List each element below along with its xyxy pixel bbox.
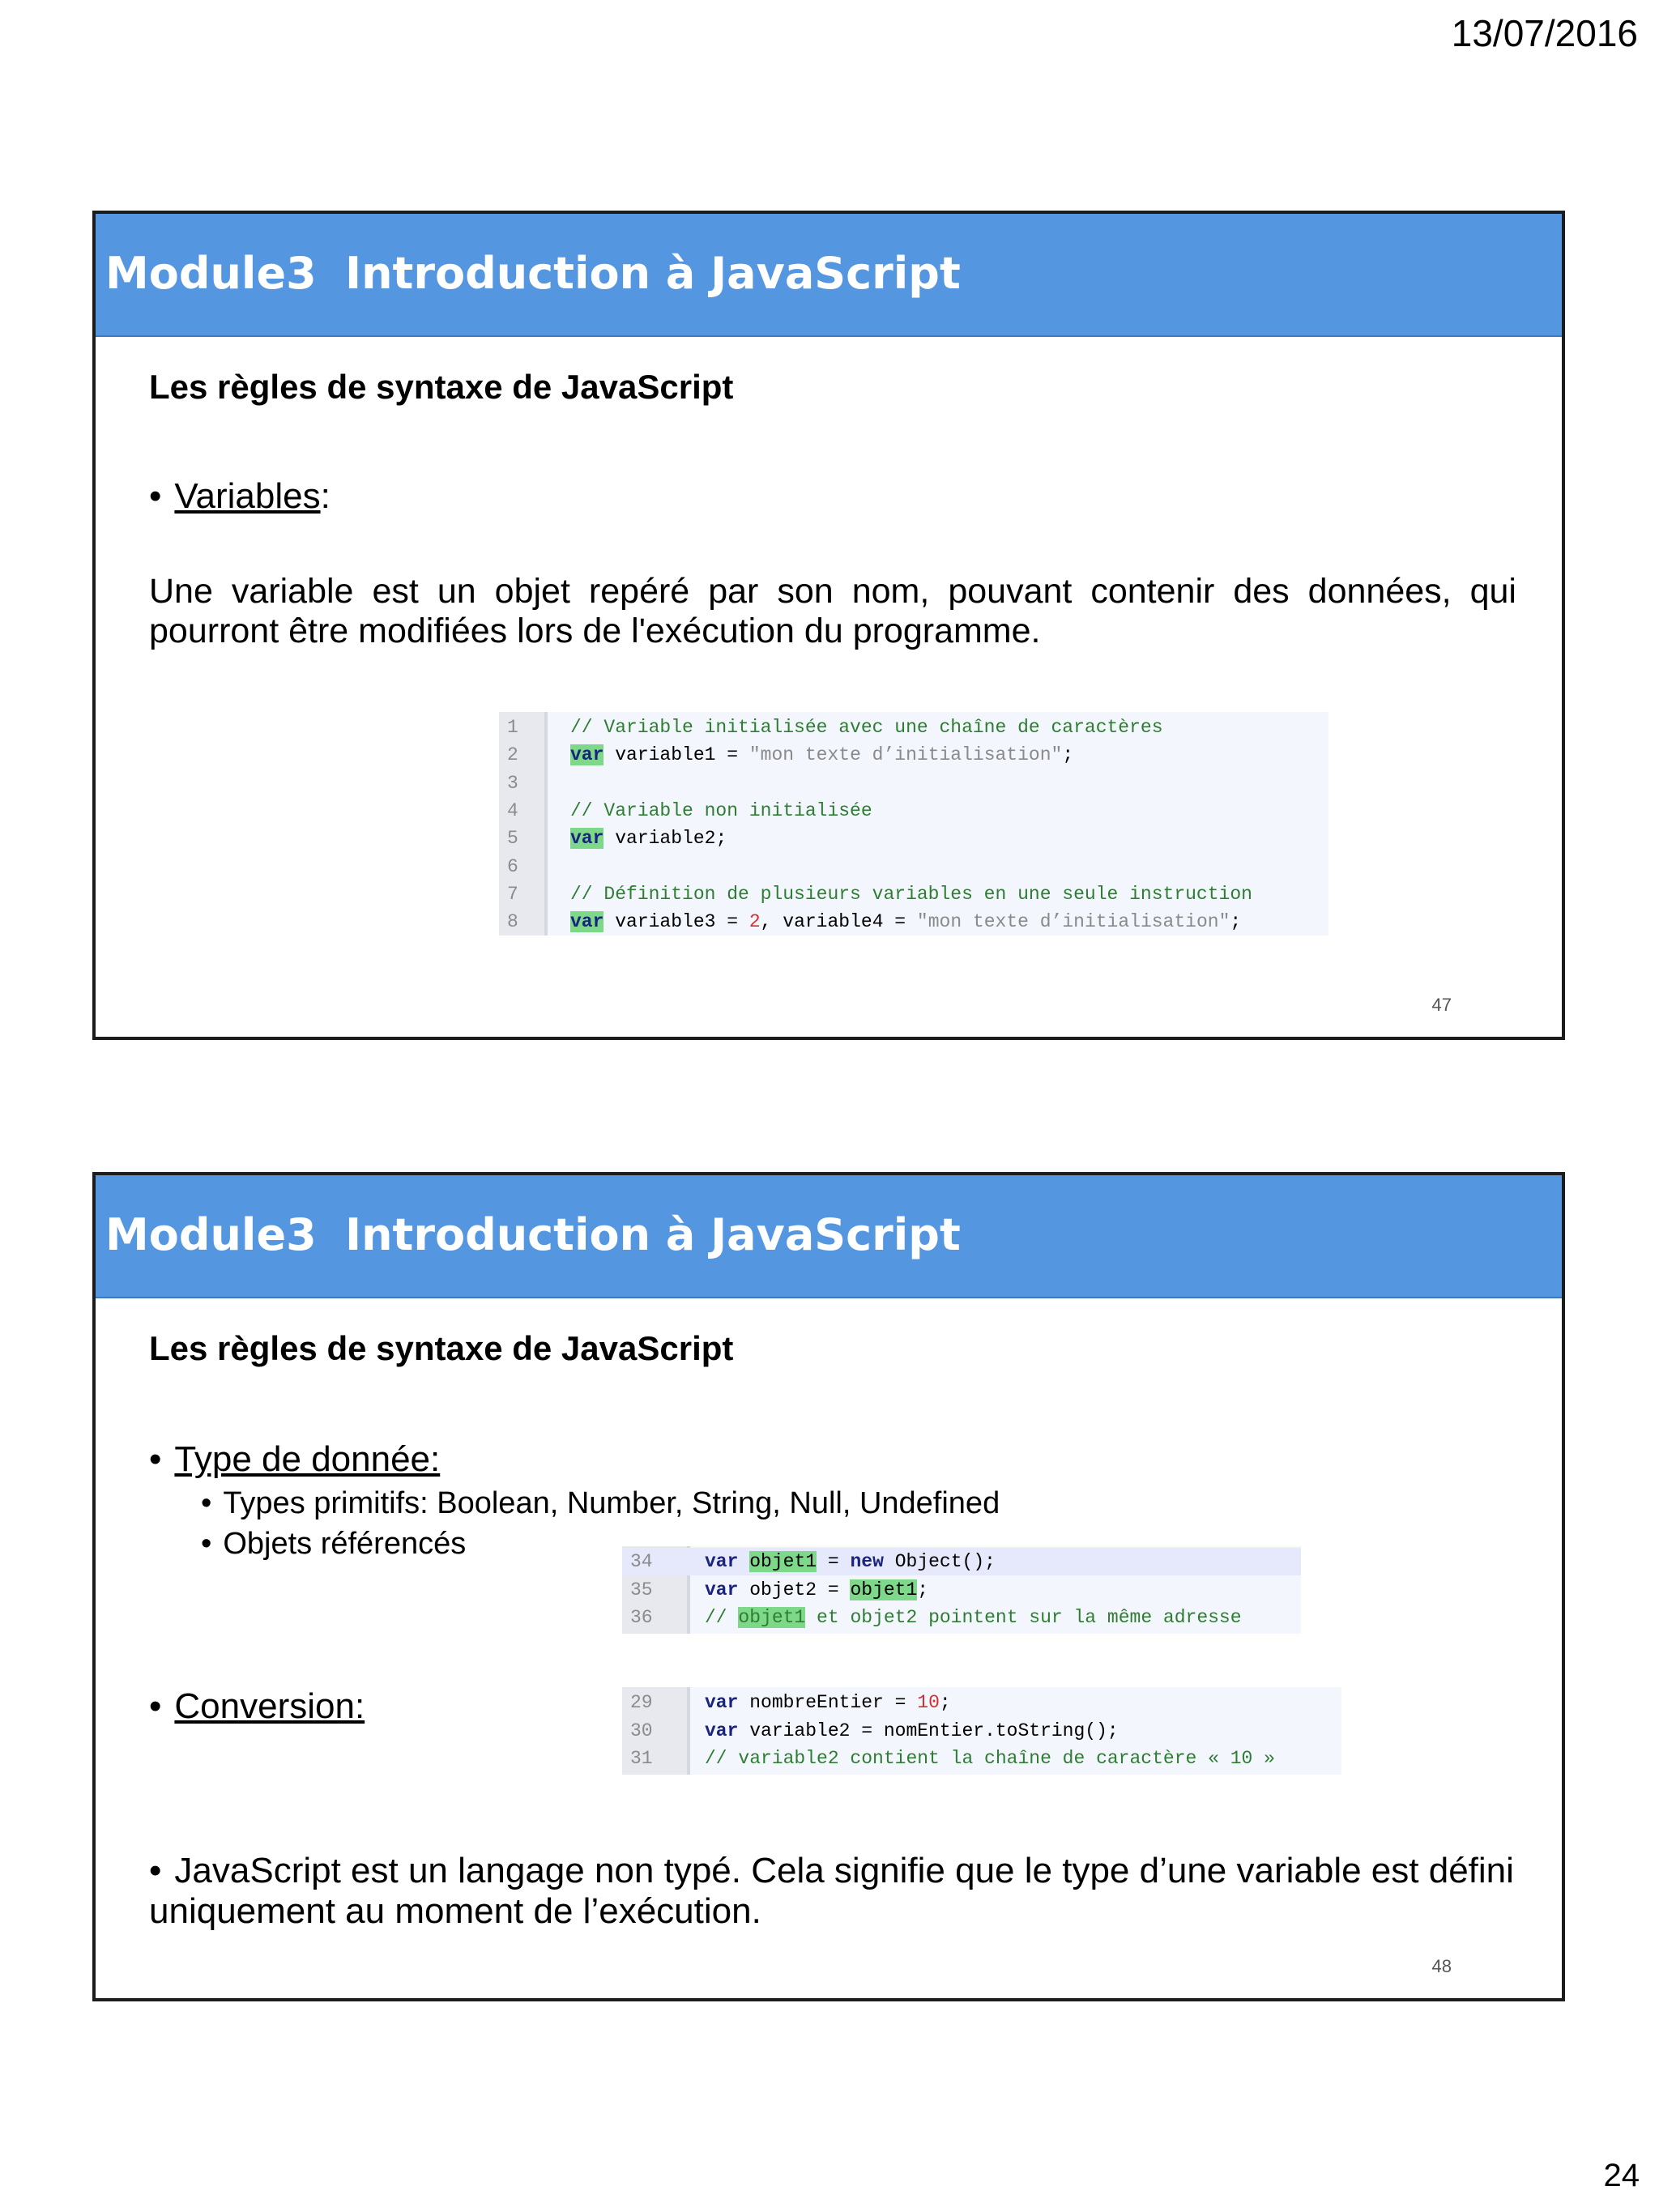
line-number: 3: [507, 772, 518, 794]
code-text: // objet1 et objet2 pointent sur la même adresse: [705, 1607, 1242, 1628]
line-number: 35: [630, 1579, 653, 1600]
sub-bullet-text: Types primitifs: Boolean, Number, String, Null, Undefined: [223, 1486, 1000, 1520]
code-text: var variable2;: [570, 828, 727, 850]
line-number: 8: [507, 911, 518, 933]
bullet-dot: •: [149, 1686, 162, 1726]
slide-48: [92, 1172, 1565, 2001]
sub-bullet-primitives: • Types primitifs: Boolean, Number, String, Null, Undefined: [201, 1486, 1000, 1520]
bullet-dot: •: [149, 1439, 162, 1479]
bullet-label: Type de donnée:: [174, 1439, 441, 1479]
bullet-non-type: [149, 1851, 1526, 1932]
code-line: [622, 1604, 1301, 1631]
code-text: var variable1 = "mon texte d’initialisation";: [570, 744, 1074, 766]
code-line: [622, 1576, 1301, 1604]
code-text: var nombreEntier = 10;: [705, 1692, 951, 1713]
code-line: [622, 1548, 1301, 1575]
page-number: 24: [1603, 2158, 1640, 2193]
code-line: [499, 853, 1328, 880]
code-line: [499, 825, 1328, 852]
code-text: // variable2 contient la chaîne de caractère « 10 »: [705, 1748, 1275, 1769]
bullet-conversion: [149, 1686, 365, 1727]
section-subtitle: Les règles de syntaxe de JavaScript: [149, 368, 734, 406]
module-label: Module3: [105, 1209, 317, 1260]
code-line: [499, 908, 1328, 936]
slide-header: [96, 214, 1562, 337]
line-number: 5: [507, 828, 518, 850]
sub-bullet-objets: • Objets référencés: [201, 1527, 467, 1561]
bullet-text: JavaScript est un langage non typé. Cela signifie que le type d’une variable est défini uniquement au moment de l’exécution.: [149, 1851, 1514, 1931]
code-line: [622, 1689, 1341, 1716]
line-number: 2: [507, 744, 518, 766]
line-number: 1: [507, 717, 518, 738]
bullet-variables: [149, 476, 331, 517]
code-text: var objet1 = new Object();: [705, 1551, 996, 1572]
line-number: 29: [630, 1692, 653, 1713]
code-line: [499, 714, 1328, 741]
slide-number: 48: [1431, 1956, 1452, 1976]
line-number: 4: [507, 799, 518, 821]
code-snippet-objects: [622, 1546, 1301, 1634]
slide-title: Introduction à JavaScript: [345, 1209, 961, 1260]
variable-definition-paragraph: Une variable est un objet repéré par son nom, pouvant contenir des données, qui pourront être modifiées lors de l'exécution du programme.: [149, 572, 1516, 650]
code-text: // Définition de plusieurs variables en une seule instruction: [570, 883, 1252, 905]
bullet-label: Conversion:: [174, 1686, 365, 1726]
slide-number: 47: [1431, 995, 1452, 1015]
code-text: var variable2 = nomEntier.toString();: [705, 1720, 1119, 1741]
code-line: [499, 880, 1328, 908]
code-line: [499, 741, 1328, 769]
bullet-type-donnee: [149, 1439, 440, 1480]
line-number: 31: [630, 1748, 653, 1769]
code-line: [499, 769, 1328, 797]
page-date: 13/07/2016: [1451, 12, 1638, 54]
code-text: // Variable non initialisée: [570, 799, 872, 821]
line-number: 36: [630, 1607, 653, 1628]
code-text: var variable3 = 2, variable4 = "mon texte d’initialisation";: [570, 911, 1242, 933]
code-text: var objet2 = objet1;: [705, 1579, 929, 1600]
bullet-dot: •: [149, 1851, 162, 1890]
line-number: 6: [507, 855, 518, 877]
code-line: [622, 1717, 1341, 1745]
section-subtitle: Les règles de syntaxe de JavaScript: [149, 1329, 734, 1367]
code-snippet-variables: [499, 712, 1328, 936]
bullet-suffix: :: [320, 476, 331, 516]
line-number: 34: [630, 1551, 653, 1572]
code-text: // Variable initialisée avec une chaîne de caractères: [570, 717, 1163, 738]
slide-title: Introduction à JavaScript: [345, 248, 961, 299]
code-line: [622, 1745, 1341, 1772]
line-number: 30: [630, 1720, 653, 1741]
slide-47: [92, 211, 1565, 1040]
bullet-label: Variables: [174, 476, 321, 516]
code-snippet-conversion: [622, 1687, 1341, 1775]
line-number: 7: [507, 883, 518, 905]
slide-header: [96, 1175, 1562, 1298]
code-line: [499, 797, 1328, 825]
bullet-dot: •: [149, 476, 162, 516]
sub-bullet-text: Objets référencés: [223, 1527, 467, 1561]
module-label: Module3: [105, 248, 317, 299]
